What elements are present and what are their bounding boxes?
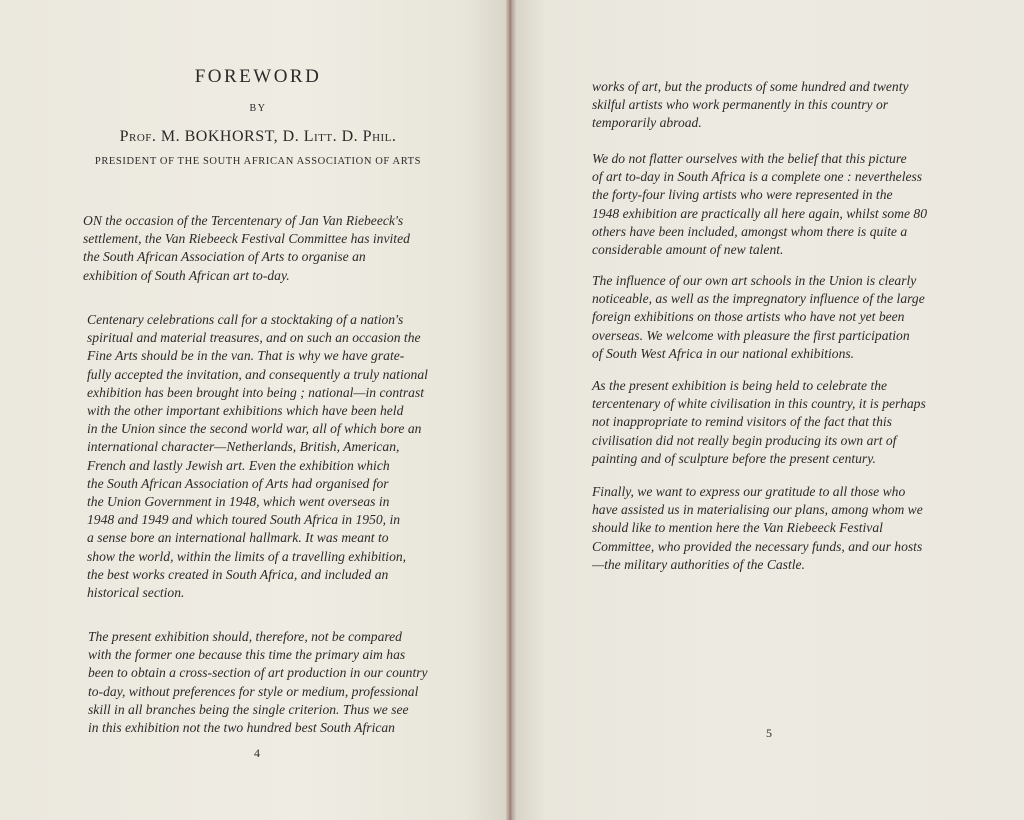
paragraph (592, 272, 925, 363)
text-line: French and lastly Jewish art. Even the exhibition which (87, 457, 390, 473)
right-page (516, 0, 1024, 820)
text-line: exhibition has been brought into being ; national—in contrast (87, 384, 425, 400)
text-line: Centenary celebrations call for a stocktaking of a nation's (87, 312, 404, 327)
text-line: historical section. (87, 585, 185, 601)
text-line: of art to-day in South Africa is a complete one : nevertheless (592, 169, 923, 185)
text-line: skill in all branches being the single criterion. Thus we see (88, 701, 409, 717)
text-line: skilful artists who work permanently in this country or (592, 97, 889, 113)
paragraph (592, 78, 909, 133)
paragraph (87, 311, 428, 602)
text-line: painting and of sculpture before the present century. (592, 450, 876, 466)
text-line: in the Union since the second world war, all of which bore an (87, 421, 422, 437)
left-page (0, 0, 506, 820)
author-prefix: Prof. (119, 128, 157, 145)
text-line: tercentenary of white civilisation in this country, it is perhaps (592, 396, 926, 412)
author-main: M. BOKHORST, D. (160, 128, 300, 145)
text-line: settlement, the Van Riebeeck Festival Committee has invited (83, 231, 410, 247)
text-line: As the present exhibition is being held to celebrate the (592, 378, 888, 393)
text-line: have assisted us in materialising our plans, among whom we (592, 502, 923, 518)
paragraph (88, 628, 428, 737)
text-line: The present exhibition should, therefore, not be compared (88, 629, 402, 644)
text-line: others have been included, amongst whom there is quite a (592, 223, 908, 239)
text-line: with the other important exhibitions which have been held (87, 403, 404, 419)
author-suffix: Litt. D. Phil. (303, 128, 397, 145)
paragraph (83, 212, 410, 285)
text-line: the forty-four living artists who were represented in the (592, 187, 893, 203)
text-line: 1948 exhibition are practically all here again, whilst some 80 (592, 205, 928, 221)
text-line: foreign exhibitions on those artists who have not yet been (592, 309, 905, 325)
text-line: the best works created in South Africa, and included an (87, 566, 389, 582)
text-line: exhibition of South African art to-day. (83, 267, 290, 283)
text-line: 1948 and 1949 and which toured South Africa in 1950, in (87, 512, 401, 528)
author-affiliation: PRESIDENT OF THE SOUTH AFRICAN ASSOCIATION OF ARTS (94, 156, 422, 167)
text-line: We do not flatter ourselves with the belief that this picture (592, 151, 907, 166)
foreword-title: FOREWORD (194, 66, 322, 87)
page-number: 4 (254, 746, 260, 760)
text-line: considerable amount of new talent. (592, 242, 784, 258)
text-line: civilisation did not really begin producing its own art of (592, 432, 897, 448)
paragraph (592, 377, 926, 468)
text-line: spiritual and material treasures, and on such an occasion the (87, 330, 421, 346)
text-line: to-day, without preferences for style or medium, professional (88, 683, 419, 699)
text-line: noticeable, as well as the impregnatory influence of the large (592, 291, 925, 307)
text-line: not inappropriate to remind visitors of the fact that this (592, 414, 892, 430)
text-line: overseas. We welcome with pleasure the first participation (592, 327, 910, 343)
text-line: in this exhibition not the two hundred best South African (88, 720, 395, 736)
text-line: —the military authorities of the Castle. (592, 556, 805, 572)
page-number: 5 (766, 726, 772, 740)
by-line: BY (249, 103, 267, 114)
text-line: been to obtain a cross-section of art production in our country (88, 665, 428, 681)
author-name (0, 128, 506, 146)
text-line: temporarily abroad. (592, 115, 702, 131)
text-line: of South West Africa in our national exhibitions. (592, 345, 855, 361)
text-line: should like to mention here the Van Riebeeck Festival (592, 520, 883, 536)
text-line: works of art, but the products of some hundred and twenty (592, 79, 909, 94)
text-line: the South African Association of Arts had organised for (87, 475, 389, 491)
text-line: fully accepted the invitation, and consequently a truly national (87, 366, 428, 382)
text-line: Fine Arts should be in the van. That is why we have grate- (87, 348, 405, 364)
text-line: the Union Government in 1948, which went overseas in (87, 494, 390, 510)
text-line: ON the occasion of the Tercentenary of Jan Van Riebeeck's (83, 213, 404, 228)
book-spine (506, 0, 516, 820)
text-line: a sense bore an international hallmark. It was meant to (87, 530, 389, 546)
text-line: Committee, who provided the necessary funds, and our hosts (592, 538, 923, 554)
text-line: with the former one because this time the primary aim has (88, 647, 406, 663)
text-line: international character—Netherlands, British, American, (87, 439, 400, 455)
text-line: the South African Association of Arts to organise an (83, 249, 366, 265)
text-line: The influence of our own art schools in the Union is clearly (592, 273, 917, 288)
text-line: Finally, we want to express our gratitude to all those who (592, 484, 906, 499)
paragraph (592, 150, 927, 259)
paragraph (592, 483, 923, 574)
text-line: show the world, within the limits of a travelling exhibition, (87, 548, 407, 564)
